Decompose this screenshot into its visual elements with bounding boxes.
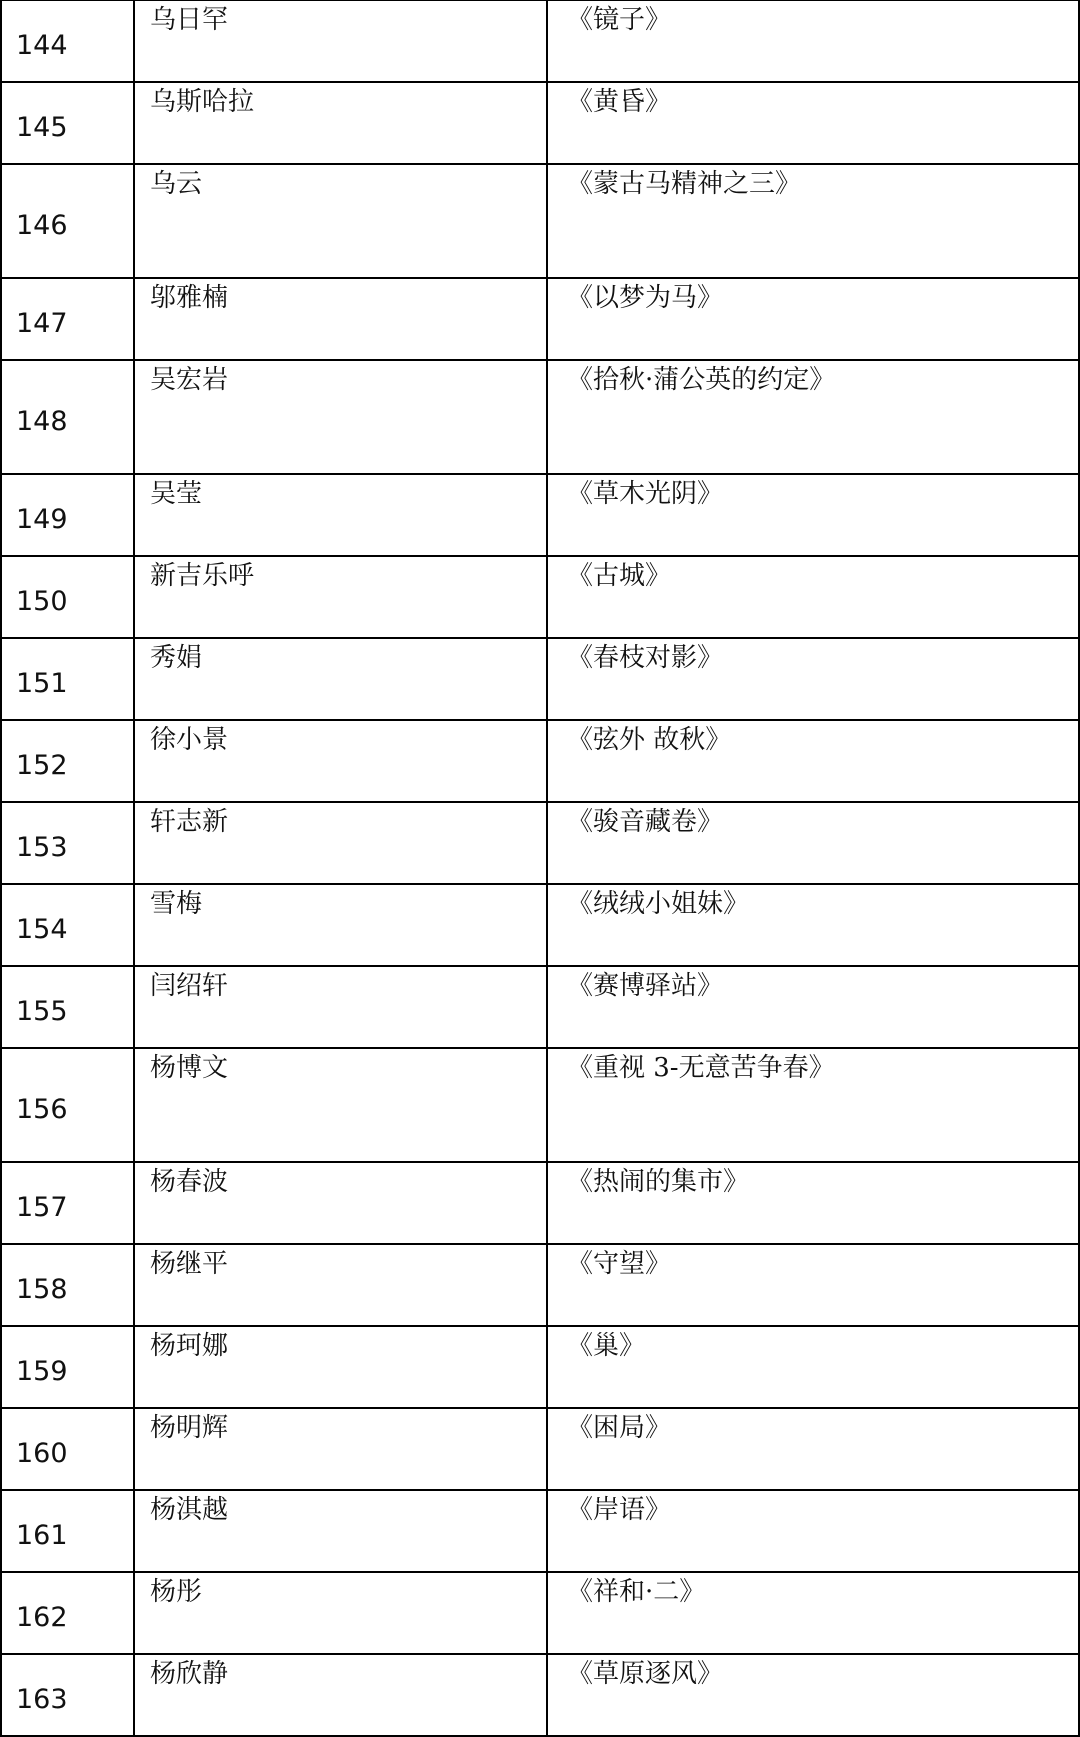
entry-number-cell bbox=[1, 966, 134, 1048]
author-name: 吴莹 bbox=[134, 474, 547, 556]
work-title: 《重视 3-无意苦争春》 bbox=[547, 1048, 1079, 1162]
entry-number-cell bbox=[1, 164, 134, 278]
author-name: 杨继平 bbox=[134, 1244, 547, 1326]
table-row bbox=[1, 0, 1079, 82]
work-title: 《赛博驿站》 bbox=[547, 966, 1079, 1048]
table-row bbox=[1, 802, 1079, 884]
table-row bbox=[1, 1162, 1079, 1244]
entry-number: 158 bbox=[16, 1273, 68, 1305]
author-name: 吴宏岩 bbox=[134, 360, 547, 474]
entry-number-cell bbox=[1, 474, 134, 556]
entry-number: 147 bbox=[16, 307, 68, 339]
entry-number: 152 bbox=[16, 749, 68, 781]
entry-number: 154 bbox=[16, 913, 68, 945]
table-row bbox=[1, 720, 1079, 802]
entry-number-cell bbox=[1, 556, 134, 638]
entries-table-body bbox=[1, 0, 1079, 1736]
entry-number: 146 bbox=[16, 209, 68, 241]
table-row bbox=[1, 360, 1079, 474]
entry-number: 144 bbox=[16, 29, 68, 61]
table-row bbox=[1, 638, 1079, 720]
table-row bbox=[1, 1048, 1079, 1162]
table-row bbox=[1, 1408, 1079, 1490]
work-title: 《古城》 bbox=[547, 556, 1079, 638]
entry-number: 157 bbox=[16, 1191, 68, 1223]
table-row bbox=[1, 1244, 1079, 1326]
entry-number-cell bbox=[1, 884, 134, 966]
table-row bbox=[1, 82, 1079, 164]
entry-number: 161 bbox=[16, 1519, 68, 1551]
entry-number: 149 bbox=[16, 503, 68, 535]
author-name: 闫绍轩 bbox=[134, 966, 547, 1048]
table-row bbox=[1, 278, 1079, 360]
entry-number: 159 bbox=[16, 1355, 68, 1387]
work-title: 《骏音藏卷》 bbox=[547, 802, 1079, 884]
entry-number-cell bbox=[1, 1162, 134, 1244]
entry-number-cell bbox=[1, 1244, 134, 1326]
work-title: 《守望》 bbox=[547, 1244, 1079, 1326]
entry-number-cell bbox=[1, 360, 134, 474]
author-name: 邬雅楠 bbox=[134, 278, 547, 360]
entry-number: 148 bbox=[16, 405, 68, 437]
entry-number-cell bbox=[1, 278, 134, 360]
entry-number-cell bbox=[1, 82, 134, 164]
work-title: 《困局》 bbox=[547, 1408, 1079, 1490]
work-title: 《黄昏》 bbox=[547, 82, 1079, 164]
table-row bbox=[1, 556, 1079, 638]
table-row bbox=[1, 474, 1079, 556]
table-row bbox=[1, 966, 1079, 1048]
work-title: 《岸语》 bbox=[547, 1490, 1079, 1572]
author-name: 杨珂娜 bbox=[134, 1326, 547, 1408]
work-title: 《蒙古马精神之三》 bbox=[547, 164, 1079, 278]
entry-number: 162 bbox=[16, 1601, 68, 1633]
work-title: 《草原逐风》 bbox=[547, 1654, 1079, 1736]
author-name: 杨博文 bbox=[134, 1048, 547, 1162]
entry-number: 145 bbox=[16, 111, 68, 143]
entry-number-cell bbox=[1, 802, 134, 884]
author-name: 杨明辉 bbox=[134, 1408, 547, 1490]
entry-number-cell bbox=[1, 720, 134, 802]
work-title: 《祥和·二》 bbox=[547, 1572, 1079, 1654]
entry-number: 153 bbox=[16, 831, 68, 863]
entry-number-cell bbox=[1, 1326, 134, 1408]
author-name: 秀娟 bbox=[134, 638, 547, 720]
work-title: 《巢》 bbox=[547, 1326, 1079, 1408]
table-row bbox=[1, 164, 1079, 278]
author-name: 乌云 bbox=[134, 164, 547, 278]
work-title: 《热闹的集市》 bbox=[547, 1162, 1079, 1244]
table-row bbox=[1, 1326, 1079, 1408]
author-name: 新吉乐呼 bbox=[134, 556, 547, 638]
work-title: 《弦外 故秋》 bbox=[547, 720, 1079, 802]
entry-number: 150 bbox=[16, 585, 68, 617]
entry-number-cell bbox=[1, 0, 134, 82]
entry-number: 156 bbox=[16, 1093, 68, 1125]
author-name: 徐小景 bbox=[134, 720, 547, 802]
author-name: 雪梅 bbox=[134, 884, 547, 966]
author-name: 乌日罕 bbox=[134, 0, 547, 82]
entry-number-cell bbox=[1, 1408, 134, 1490]
work-title: 《草木光阴》 bbox=[547, 474, 1079, 556]
work-title: 《春枝对影》 bbox=[547, 638, 1079, 720]
work-title: 《拾秋·蒲公英的约定》 bbox=[547, 360, 1079, 474]
entry-number-cell bbox=[1, 1048, 134, 1162]
entry-number-cell bbox=[1, 1572, 134, 1654]
table-row bbox=[1, 1490, 1079, 1572]
entry-number: 155 bbox=[16, 995, 68, 1027]
entry-number-cell bbox=[1, 1654, 134, 1736]
work-title: 《镜子》 bbox=[547, 0, 1079, 82]
entry-number: 151 bbox=[16, 667, 68, 699]
entry-number-cell bbox=[1, 1490, 134, 1572]
entry-number: 160 bbox=[16, 1437, 68, 1469]
entry-number-cell bbox=[1, 638, 134, 720]
work-title: 《绒绒小姐妹》 bbox=[547, 884, 1079, 966]
author-name: 杨春波 bbox=[134, 1162, 547, 1244]
author-name: 杨彤 bbox=[134, 1572, 547, 1654]
table-row bbox=[1, 884, 1079, 966]
author-name: 杨淇越 bbox=[134, 1490, 547, 1572]
author-name: 轩志新 bbox=[134, 802, 547, 884]
table-row bbox=[1, 1654, 1079, 1736]
author-name: 杨欣静 bbox=[134, 1654, 547, 1736]
entry-number: 163 bbox=[16, 1683, 68, 1715]
work-title: 《以梦为马》 bbox=[547, 278, 1079, 360]
table-row bbox=[1, 1572, 1079, 1654]
author-name: 乌斯哈拉 bbox=[134, 82, 547, 164]
